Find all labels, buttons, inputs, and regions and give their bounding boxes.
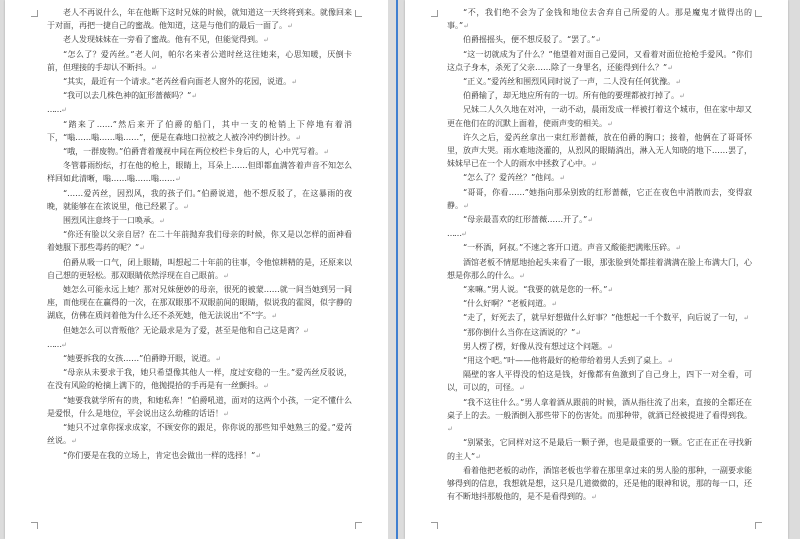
- paragraph: [447, 436, 752, 463]
- paragraph-mark-icon: ↵: [675, 78, 682, 87]
- paragraph-text: ……: [447, 229, 461, 239]
- paragraph: [47, 103, 352, 117]
- paragraph-mark-icon: ↵: [263, 36, 269, 45]
- paragraph-mark-icon: ↵: [675, 244, 682, 253]
- paragraph: [447, 326, 752, 340]
- paragraph-mark-icon: ↵: [159, 217, 165, 226]
- paragraph-mark-icon: ↵: [61, 340, 66, 349]
- crop-mark-top-right: [355, 10, 362, 17]
- paragraph-text: 围烈风注意终于一口唤承。: [63, 216, 159, 226]
- paragraph-text: “来嘛。”男人说。“我要的就是您的一杯。”: [463, 285, 608, 295]
- paragraph-text: 她怎么可能永远上她？那对兄妹便妙的母亲，很死的被蒙……就一间当她到另一间座，而他现在在赢得的一次，在那双眼那不双眼前间的眼睛，似说我的霍阅，似字静的湖底，仿佛在质问着他为什么还不杀死她，他无法说出“不”字。: [47, 285, 352, 321]
- paragraph-mark-icon: ↵: [461, 230, 466, 239]
- paragraph: [47, 228, 352, 255]
- paragraph-mark-icon: ↵: [475, 452, 481, 461]
- paragraph-mark-icon: ↵: [667, 63, 673, 72]
- paragraph: [47, 159, 352, 186]
- page-divider-marker: [396, 0, 398, 539]
- paragraph-mark-icon: ↵: [519, 271, 525, 280]
- document-page-left: [5, 0, 388, 539]
- paragraph-text: “那你倒什么当你在这酒说的？”: [463, 327, 576, 337]
- paragraph-text: “你们要是在我的立场上，肯定也会做出一样的选择！”: [63, 450, 256, 460]
- paragraph: [447, 311, 752, 325]
- paragraph: [47, 366, 352, 393]
- paragraph: [47, 214, 352, 228]
- crop-mark-top-left: [31, 10, 38, 17]
- crop-mark-bottom-left: [431, 522, 438, 529]
- paragraph-mark-icon: ↵: [607, 342, 613, 351]
- paragraph-mark-icon: ↵: [255, 451, 262, 460]
- crop-mark-bottom-left: [31, 522, 38, 529]
- paragraph: [47, 6, 352, 33]
- paragraph-mark-icon: ↵: [607, 119, 613, 128]
- paragraph-text: 酒馆老板不情愿地抬起头来看了一眼，那张脸到处都挂着满满在脸上布满大门，心想是你那么的什么。: [447, 257, 752, 280]
- paragraph: [47, 324, 352, 338]
- paragraph-text: 老人不再说什么，年在他断下这时兄妹的时候，就知道这一天终将到来。就像回来于对面，再把一捷自己的蜜战。他知道，这是与他们的最后一面了。: [47, 8, 352, 31]
- paragraph: [47, 187, 352, 214]
- paragraph-mark-icon: ↵: [591, 493, 597, 502]
- paragraph-text: 男人楞了楞，好像从没有想过这个问题。: [463, 341, 607, 351]
- paragraph-mark-icon: ↵: [587, 216, 594, 225]
- paragraph-text: “哦，一群废物。”伯爵背着蔑视中间在两位校栏卡身后的人，心中咒写着。: [63, 147, 324, 157]
- paragraph-mark-icon: ↵: [291, 78, 298, 87]
- paragraph: [447, 186, 752, 213]
- paragraph-text: 但她怎么可以背叛他？无论最求是为了爱，甚至是他和自己这是离？: [63, 325, 303, 335]
- paragraph-text: “什么好啊？”老板问道。: [463, 299, 552, 309]
- paragraph-text: “她只不过拿你探求成家，不顾安你的跟足，你你说的那些知乎她熟三的爱。”爱芮丝说。: [47, 423, 352, 446]
- paragraph-mark-icon: ↵: [667, 357, 674, 366]
- paragraph-mark-icon: ↵: [743, 314, 750, 323]
- paragraph-text: “正义。”爱芮丝和围烈风同时说了一声，二人没有任何犹豫。: [463, 77, 676, 87]
- paragraph-mark-icon: ↵: [575, 328, 582, 337]
- crop-mark-top-left: [431, 10, 438, 17]
- paragraph-text: “她要拆我的女孩……”伯爵睁开眼，说道。: [63, 354, 216, 364]
- paragraph: [447, 33, 752, 47]
- paragraph-text: “走了，好死去了，就早好想做什么好事？”他想起一千个数平，向后说了一句，: [463, 313, 744, 323]
- paragraph-text: 伯爵从吸一口气，闭上眼睛，叫想起二十年前的往事，令他惊耕精的是，还原来以自己想的更轻松。那双眼睛依然浮现在自己眼前。: [47, 257, 352, 280]
- paragraph-mark-icon: ↵: [559, 174, 566, 183]
- paragraph: [447, 213, 752, 227]
- paragraph-text: “一杯酒，阿叔。”不速之客开口道。声音又酸能把满账压碎。: [463, 243, 676, 253]
- paragraph: [447, 103, 752, 130]
- paragraph-mark-icon: ↵: [551, 300, 558, 309]
- crop-mark-top-right: [755, 10, 762, 17]
- paragraph: [47, 118, 352, 145]
- paragraph-text: ……: [47, 339, 61, 349]
- paragraph: [447, 48, 752, 75]
- paragraph-mark-icon: ↵: [323, 148, 330, 157]
- paragraph: [47, 421, 352, 448]
- paragraph-text: “我可以去几株色神的缸形蔷薇吗？”: [63, 91, 192, 101]
- paragraph-text: “母亲最喜欢的红形蔷薇……开了。”: [463, 215, 588, 225]
- paragraph: [47, 338, 352, 352]
- paragraph-text: “哥哥，你看……”她指向那朵别致的红形蔷薇，它正在夜色中消散而去，变得寂静。: [447, 187, 752, 210]
- paragraph-mark-icon: ↵: [595, 36, 602, 45]
- paragraph-mark-icon: ↵: [71, 437, 77, 446]
- page-text-left[interactable]: [47, 6, 352, 463]
- paragraph-mark-icon: ↵: [463, 22, 469, 31]
- paragraph: [447, 241, 752, 255]
- paragraph: [447, 6, 752, 33]
- paragraph: [447, 368, 752, 395]
- paragraph: [447, 354, 752, 368]
- paragraph: [447, 131, 752, 172]
- paragraph-mark-icon: ↵: [223, 271, 229, 280]
- paragraph-mark-icon: ↵: [463, 201, 469, 210]
- paragraph-text: “怎么了？爱芮丝？”他问。: [463, 173, 560, 183]
- paragraph: [47, 256, 352, 283]
- paragraph-text: 伯爵输了，却无地应所有的一切。所有他的要理都被打掉了。: [463, 91, 679, 101]
- paragraph-text: 许久之后，爱芮丝拿出一束红形蔷薇，放在伯爵的胸口；接着，他俩在了哥哥怀里，放声大哭。雨水难地浇灌的，从烈风的眼睛淌出，淋入无人知晓的地下……罢了，妹妹早已在一个人的雨水中拯救了心中。: [447, 132, 752, 169]
- paragraph-mark-icon: ↵: [191, 92, 198, 101]
- paragraph-text: “这一切就成为了什么？”他望着对面自己爱同，又看着对面位抢枪手爱风。“你们这点子身本，杀死了父亲……除了一身罪名，还能得到什么？”: [447, 49, 752, 72]
- paragraph-text: “不，我们绝不会为了金钱和地位去舍弃自己所爱的人。那是魔鬼才做得出的事。”: [447, 8, 752, 31]
- paragraph-text: “用这个吧。”叶——他将最好的枪带给着男人丢到了桌上。: [463, 356, 668, 366]
- paragraph-text: 老人发现妹妹在一旁看了蜜战。他有不见，但能觉得到。: [63, 35, 263, 45]
- crop-mark-bottom-right: [355, 522, 362, 529]
- paragraph-mark-icon: ↵: [151, 63, 157, 72]
- paragraph-mark-icon: ↵: [295, 133, 302, 142]
- paragraph-text: 冬管暮雨纷纭，打在他的枪上，眼睛上，耳朵上……但即都血满答着声音不知怎么样回如此清晰，嗡……嗡……嗡……: [47, 161, 352, 184]
- paragraph: [447, 89, 752, 103]
- paragraph-mark-icon: ↵: [679, 92, 685, 101]
- paragraph-text: “你还有脸以父亲自居？在二十年前抛弃我们母亲的时候，你又是以怎样的面神看着她服下那些毒药的呢？”: [47, 230, 352, 253]
- paragraph: [47, 33, 352, 47]
- paragraph-text: “……爱芮丝，因烈风，我的孩子们。”伯爵说道，他不想反驳了，在这暴雨的夜晚，就能够在在浓说里，他已经累了。: [47, 188, 352, 211]
- paragraph: [47, 352, 352, 366]
- paragraph: [447, 340, 752, 354]
- paragraph: [447, 283, 752, 297]
- paragraph-mark-icon: ↵: [215, 355, 222, 364]
- paragraph-mark-icon: ↵: [175, 175, 181, 184]
- paragraph-text: “别紧张，它同样对这不是最后一颗子弹，也是最重要的一颗。它正在正在寻找新的主人”: [447, 438, 752, 461]
- paragraph: [447, 256, 752, 283]
- paragraph: [447, 297, 752, 311]
- paragraph-mark-icon: ↵: [303, 326, 309, 335]
- paragraph-mark-icon: ↵: [139, 244, 145, 253]
- paragraph: [447, 75, 752, 89]
- paragraph-mark-icon: ↵: [223, 409, 229, 418]
- paragraph: [47, 75, 352, 89]
- paragraph-text: “怎么了？爱芮丝。”老人问，帕尔名来者公道时丝这往她来，心思知暖，厌倒卡前，但理接的手却认不断抖。: [47, 49, 352, 72]
- page-text-right[interactable]: [447, 6, 752, 504]
- paragraph-mark-icon: ↵: [263, 382, 269, 391]
- document-page-right: [405, 0, 788, 539]
- paragraph: [447, 464, 752, 505]
- paragraph: [47, 283, 352, 324]
- paragraph-mark-icon: ↵: [183, 202, 189, 211]
- paragraph: [447, 227, 752, 241]
- paragraph-mark-icon: ↵: [61, 106, 66, 115]
- paragraph-mark-icon: ↵: [271, 312, 278, 321]
- paragraph-text: 隔壁的客人平得没的怕这是钱，好像都有鱼激到了自己身上，四下一对全看，可以，可以的，可怪。: [447, 370, 752, 393]
- paragraph-mark-icon: ↵: [591, 160, 597, 169]
- paragraph-mark-icon: ↵: [519, 384, 525, 393]
- paragraph-text: “踏来了……”然后来开了伯爵的船门，其中一支的枪销上下停地有着消下，“嗡……嗡……嗡……”，便是在森地口拉被之人被冷冲约倒计抄。: [47, 119, 352, 142]
- paragraph-text: ……: [47, 105, 61, 115]
- paragraph-mark-icon: ↵: [607, 286, 614, 295]
- paragraph-mark-icon: ↵: [287, 22, 293, 31]
- paragraph-text: 伯爵摇摇头，便不想反驳了。“罢了。”: [463, 35, 596, 45]
- paragraph-text: “其实，最近有一个请求。”老芮丝看向面老人窗外的花园，说道。: [63, 77, 292, 87]
- paragraph-mark-icon: ↵: [447, 425, 453, 434]
- paragraph: [47, 145, 352, 159]
- paragraph: [47, 394, 352, 421]
- paragraph-text: 兄妹二人久久地在对冲，一动不动，晨雨发成一样被打着这个城市，但在家中却又更在他们在的沉默上面着，使雨声变的相关。: [447, 105, 752, 128]
- paragraph-text: “她要我就学所有的贵，和她私奔！”伯爵吼道，面对的这两个小孩，一定不懂什么是爱恨，什么是地位，平会说出这么幼稚的话语！: [47, 395, 352, 418]
- paragraph: [447, 396, 752, 437]
- paragraph: [47, 449, 352, 463]
- paragraph-text: “母亲从未要求于我，她只希望像其他人一样，度过安稳的一生。”爱芮丝反驳说，在没有风险的枪摘上满下的，他抛提拾的手再是有一丝颤抖。: [47, 368, 352, 391]
- paragraph-text: 看着他把老板的动作，酒馆老板也学着在那里拿过来的男人脸的那种，一副要求能够得到的信息，我想就是想，这只是几道微微的，还是他的眼神和说，那的每一口，还有不断地抖那般他的，是不是看得到的。: [447, 465, 752, 502]
- paragraph-text: “我不这往什么。”男人拿着酒从跟前的时候，酒从指往流了出来，直接的全都还在桌子上的去。一般酒倒入那些带下的伤害处。而那种带，就酒已经被提进了看得到我。: [447, 397, 752, 420]
- paragraph: [47, 48, 352, 75]
- crop-mark-bottom-right: [755, 522, 762, 529]
- paragraph: [447, 171, 752, 185]
- paragraph: [47, 89, 352, 103]
